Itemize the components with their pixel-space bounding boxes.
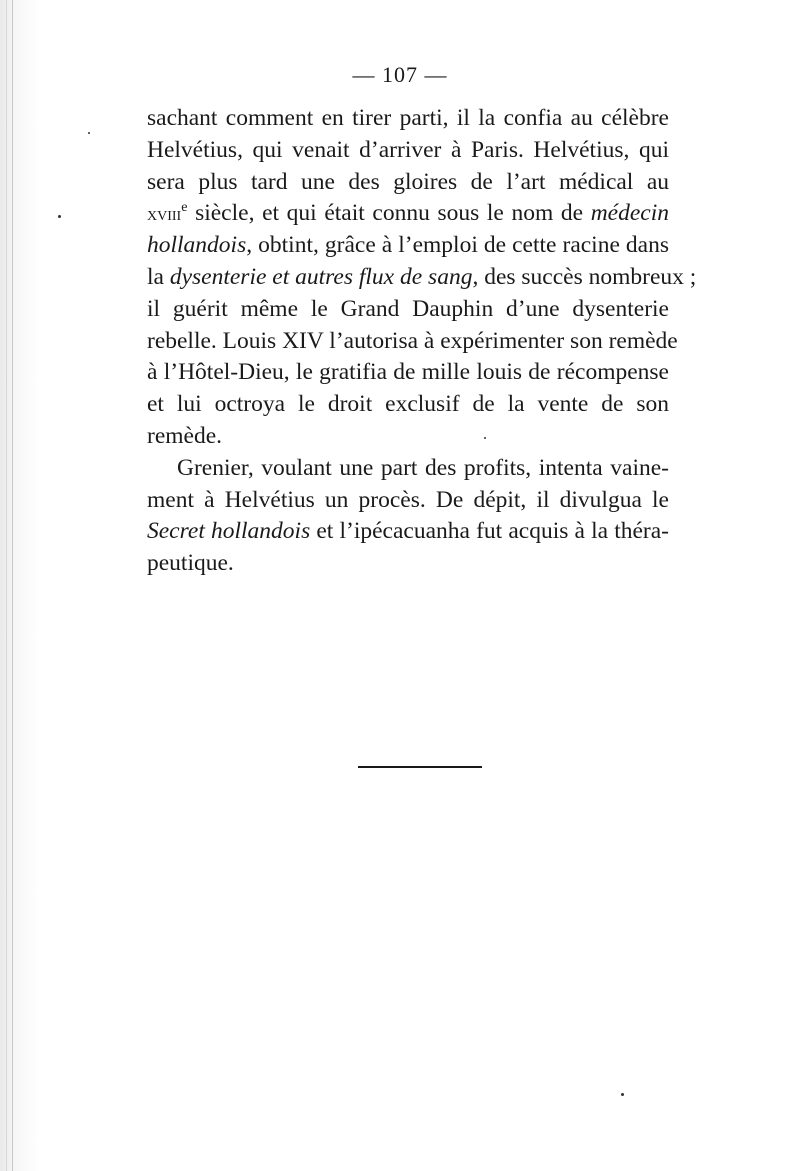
page-number: — 107 — xyxy=(352,62,448,87)
italic-span: Secret hollandois xyxy=(147,518,311,545)
text-span: et l’ipécacuanha fut acquis à la théra- xyxy=(310,518,670,545)
italic-span: hollandois xyxy=(147,232,247,259)
end-rule xyxy=(358,766,482,768)
text-line: rebelle. Louis XIV l’autorisa à expérimenter son remède xyxy=(147,327,678,354)
binding-edge xyxy=(12,0,13,1171)
text-span: , des succès nombreux ; xyxy=(472,263,697,290)
italic-span: médecin xyxy=(590,200,669,227)
italic-span: dysenterie et autres flux de sang xyxy=(169,263,473,290)
ink-speck xyxy=(484,437,486,439)
text-span: la xyxy=(147,263,170,290)
body-text xyxy=(147,103,697,580)
text-line xyxy=(147,516,669,548)
text-line: à l’Hôtel-Dieu, le gratifia de mille louis de récompense xyxy=(147,359,669,386)
text-line: et lui octroya le droit exclusif de la vente de son xyxy=(147,391,669,418)
text-line xyxy=(147,230,669,262)
text-line: ment à Helvétius un procès. De dépit, il divulgua le xyxy=(147,486,669,513)
text-span: siècle, et qui était connu sous le nom de xyxy=(187,200,591,227)
text-line: peutique. xyxy=(147,550,234,577)
text-line: remède. xyxy=(147,422,223,449)
ink-speck xyxy=(58,215,61,218)
text-line: sachant comment en tirer parti, il la confia au célèbre xyxy=(147,105,669,131)
century-numeral: xviii xyxy=(147,203,182,226)
text-line: Grenier, voulant une part des profits, intenta vaine- xyxy=(177,454,669,481)
text-line: sera plus tard une des gloires de l’art médical au xyxy=(147,168,669,195)
text-line: Helvétius, qui venait d’arriver à Paris. Helvétius, qui xyxy=(147,136,669,163)
paragraph-2 xyxy=(147,453,669,580)
text-line: il guérit même le Grand Dauphin d’une dysenterie xyxy=(147,295,669,322)
superscript: e xyxy=(181,200,188,216)
paragraph-1 xyxy=(147,103,697,453)
ink-speck xyxy=(621,1093,624,1096)
text-line xyxy=(147,198,669,230)
ink-speck xyxy=(88,132,90,134)
text-span: , obtint, grâce à l’emploi de cette racine dans xyxy=(246,232,669,259)
text-line xyxy=(147,262,697,294)
binding-edge-shadow xyxy=(6,0,7,1171)
